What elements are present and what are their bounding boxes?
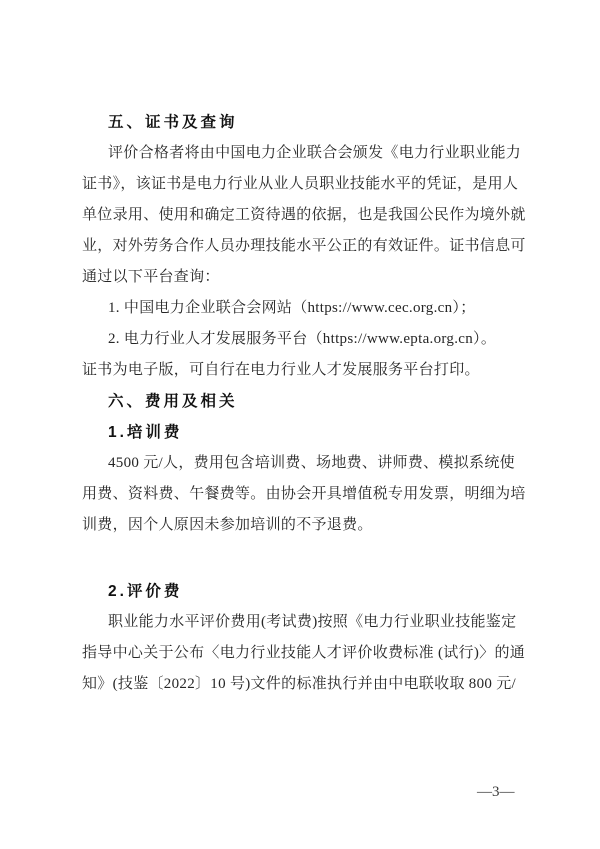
- evaluation-fee-line: 指导中心关于公布〈电力行业技能人才评价收费标准 (试行)〉的通: [82, 645, 526, 661]
- paragraph-line: 单位录用、使用和确定工资待遇的依据，也是我国公民作为境外就: [82, 207, 526, 223]
- evaluation-fee-heading: 2.评价费: [108, 583, 183, 600]
- section6-heading: 六、费用及相关: [108, 393, 238, 410]
- platform-list-item: 1. 中国电力企业联合会网站（https://www.cec.org.cn）；: [108, 300, 476, 316]
- training-fee-line: 用费、资料费、午餐费等。由协会开具增值税专用发票，明细为培: [82, 486, 526, 502]
- paragraph-line: 证书》，该证书是电力行业从业人员职业技能水平的凭证，是用人: [82, 176, 519, 192]
- page-number: —3—: [477, 784, 515, 800]
- paragraph-line: 评价合格者将由中国电力企业联合会颁发《电力行业职业能力: [108, 145, 522, 161]
- paragraph-line: 通过以下平台查询：: [82, 269, 220, 285]
- training-fee-line: 4500 元/人，费用包含培训费、场地费、讲师费、模拟系统使: [108, 455, 515, 471]
- evaluation-fee-line: 职业能力水平评价费用(考试费)按照《电力行业职业技能鉴定: [108, 614, 517, 630]
- training-fee-line: 训费，因个人原因未参加培训的不予退费。: [82, 517, 373, 533]
- evaluation-fee-line: 知》(技鉴〔2022〕10 号)文件的标准执行并由中电联收取 800 元/: [82, 676, 517, 692]
- section5-heading: 五、证书及查询: [108, 114, 238, 131]
- platform-list-item: 2. 电力行业人才发展服务平台（https://www.epta.org.cn）。: [108, 331, 497, 347]
- training-fee-heading: 1.培训费: [108, 424, 183, 441]
- paragraph-line: 业，对外劳务合作人员办理技能水平公正的有效证件。证书信息可: [82, 238, 526, 254]
- document-body: [82, 107, 526, 700]
- print-note-line: 证书为电子版，可自行在电力行业人才发展服务平台打印。: [82, 362, 480, 378]
